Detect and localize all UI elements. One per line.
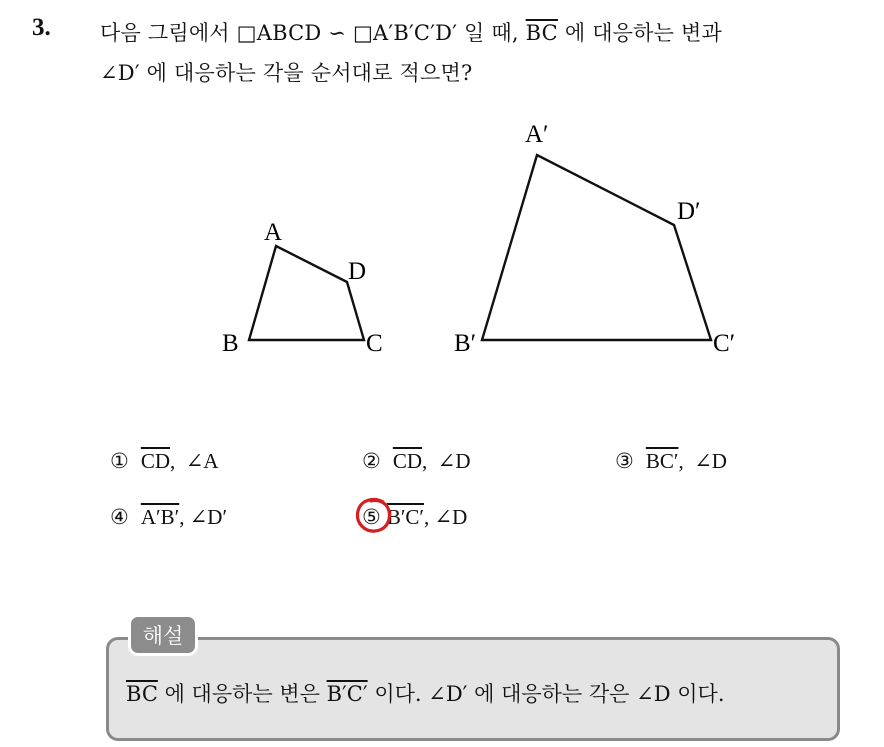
choice-separator: ,: [424, 505, 435, 529]
choice-number: ③: [615, 449, 634, 473]
question-text-line-2: ∠D′ 에 대응하는 각을 순서대로 적으면?: [100, 61, 473, 85]
choice-separator: ,: [179, 505, 190, 529]
segment-bc: $\overline{BC}$: [525, 21, 558, 45]
vertex-label-b-prime: B′: [454, 330, 477, 357]
question-text-part: 일 때,: [457, 21, 526, 45]
question-text-part: 에 대응하는 변과: [557, 21, 722, 45]
choice-1[interactable]: [110, 449, 219, 474]
vertex-label-d: D: [348, 258, 367, 285]
explanation-text-part: 이다. ∠D′ 에 대응하는 각은 ∠D 이다.: [367, 682, 725, 706]
explanation-segment-1: $\overline{BC}$: [126, 682, 158, 706]
vertex-label-d-prime: D′: [677, 198, 701, 225]
choice-number: ②: [362, 449, 381, 473]
choice-angle: ∠D: [437, 449, 471, 473]
explanation-text-part: 에 대응하는 변은: [157, 682, 327, 706]
quadrilateral-abcd: [249, 246, 367, 340]
choice-separator: ,: [422, 449, 438, 473]
question-number: 3.: [32, 14, 51, 41]
choice-number: ④: [110, 505, 129, 529]
choice-angle: ∠D: [694, 449, 727, 473]
choice-separator: ,: [170, 449, 186, 473]
explanation-segment-2: B′C′: [326, 682, 368, 706]
vertex-label-a-prime: A′: [525, 121, 549, 148]
vertex-label-a: A: [264, 219, 283, 246]
question-text-part: 다음 그림에서: [100, 21, 237, 45]
choice-4[interactable]: [110, 505, 227, 530]
choice-segment: B′C′: [386, 505, 425, 529]
explanation-text: [126, 678, 725, 708]
quadrilateral-abcd-prime: [482, 155, 711, 340]
explanation-tag: 해설: [128, 614, 198, 656]
choice-2[interactable]: [362, 449, 471, 474]
similarity-statement: □ABCD ∽ □A′B′C′D′: [236, 21, 458, 45]
choice-segment: A′B′: [140, 505, 180, 529]
choice-angle: ∠A: [185, 449, 219, 473]
answer-circle-mark: [353, 494, 395, 536]
choice-number: ⑤: [362, 505, 381, 529]
vertex-label-c: C: [366, 330, 383, 357]
choice-3[interactable]: [615, 449, 727, 474]
choice-angle: ∠D: [434, 505, 468, 529]
choice-segment: $\overline{CD}$: [392, 449, 423, 473]
vertex-label-b: B: [222, 330, 239, 357]
choice-segment: BC′: [645, 449, 679, 473]
choice-separator: ,: [678, 449, 695, 473]
choice-segment: $\overline{CD}$: [140, 449, 171, 473]
vertex-label-c-prime: C′: [713, 330, 736, 357]
choice-angle: ∠D′: [189, 505, 228, 529]
choice-number: ①: [110, 449, 129, 473]
